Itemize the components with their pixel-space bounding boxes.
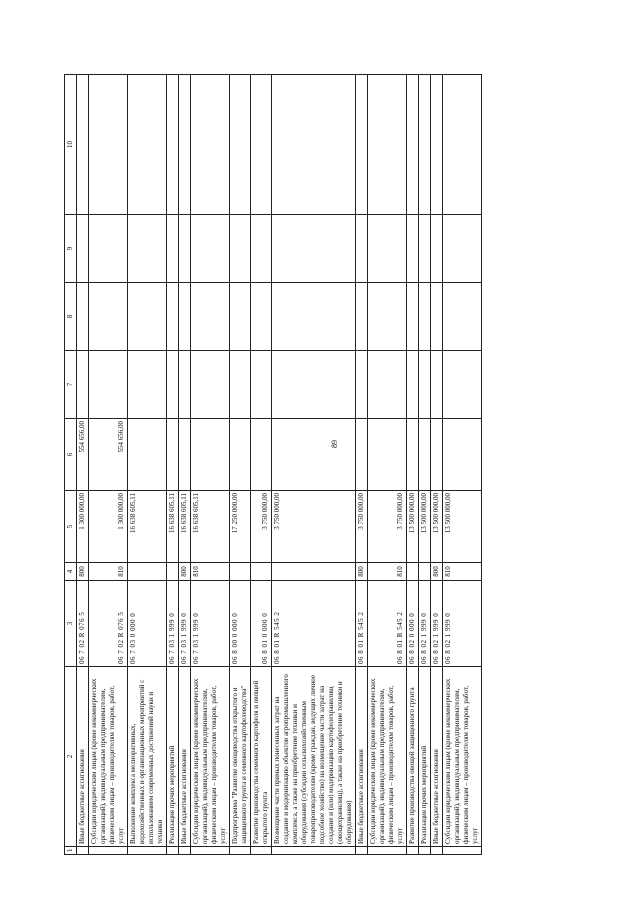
- row-amount-5: 13 500 000,00: [419, 491, 431, 563]
- column-number: 3: [65, 581, 77, 667]
- empty-cell: [89, 351, 128, 419]
- empty-cell: [179, 283, 191, 351]
- table-row: [368, 75, 407, 855]
- empty-cell: [179, 215, 191, 283]
- row-name: Субсидии юридическим лицам (кроме некоммерческих организаций), индивидуальным предпринимателям, физическим лицам – производителям товаров, работ, услуг: [368, 667, 407, 847]
- column-number: 2: [65, 667, 77, 847]
- row-code: 06 7 03 1 999 0: [179, 581, 191, 667]
- empty-cell: [128, 215, 167, 283]
- empty-cell: [272, 847, 356, 855]
- empty-cell: [356, 75, 368, 215]
- row-amount-6: [368, 419, 407, 491]
- row-amount-6: [230, 419, 251, 491]
- row-amount-5: 1 300 000,00: [77, 491, 89, 563]
- empty-cell: [272, 283, 356, 351]
- row-code: 06 7 02 R 076 5: [89, 581, 128, 667]
- empty-cell: [77, 283, 89, 351]
- empty-cell: [368, 283, 407, 351]
- empty-cell: [89, 847, 128, 855]
- row-type: 800: [179, 563, 191, 581]
- row-type: [230, 563, 251, 581]
- empty-cell: [179, 75, 191, 215]
- row-name: Субсидии юридическим лицам (кроме некоммерческих организаций), индивидуальным предпринимателям, физическим лицам – производителям товаров, работ, услуг: [191, 667, 230, 847]
- empty-cell: [368, 847, 407, 855]
- empty-cell: [419, 847, 431, 855]
- row-code: 06 8 02 0 000 0: [407, 581, 419, 667]
- empty-cell: [77, 215, 89, 283]
- row-amount-6: [356, 419, 368, 491]
- row-amount-6: 554 656,00: [77, 419, 89, 491]
- row-type: 810: [443, 563, 482, 581]
- column-number: 10: [65, 75, 77, 215]
- empty-cell: [368, 75, 407, 215]
- row-amount-6: [179, 419, 191, 491]
- row-type: [407, 563, 419, 581]
- empty-cell: [272, 215, 356, 283]
- row-code: 06 7 03 1 999 0: [191, 581, 230, 667]
- row-amount-5: 16 638 605,11: [128, 491, 167, 563]
- empty-cell: [89, 215, 128, 283]
- empty-cell: [431, 215, 443, 283]
- column-number: 1: [65, 847, 77, 855]
- empty-cell: [368, 351, 407, 419]
- empty-cell: [443, 351, 482, 419]
- empty-cell: [251, 847, 272, 855]
- empty-cell: [443, 215, 482, 283]
- empty-cell: [167, 847, 179, 855]
- empty-cell: [407, 351, 419, 419]
- empty-cell: [272, 351, 356, 419]
- empty-cell: [179, 351, 191, 419]
- row-name: Развитие производства семенного картофеля и овощей открытого грунта: [251, 667, 272, 847]
- page-number: 89: [330, 440, 339, 448]
- table-row: [179, 75, 191, 855]
- empty-cell: [128, 351, 167, 419]
- row-code: 06 8 01 R 545 2: [368, 581, 407, 667]
- table-row: [431, 75, 443, 855]
- empty-cell: [407, 283, 419, 351]
- empty-cell: [419, 351, 431, 419]
- empty-cell: [272, 75, 356, 215]
- empty-cell: [77, 75, 89, 215]
- row-type: 810: [368, 563, 407, 581]
- table-row: [128, 75, 167, 855]
- row-name: Иные бюджетные ассигнования: [179, 667, 191, 847]
- row-code: 06 8 02 1 999 0: [419, 581, 431, 667]
- empty-cell: [419, 215, 431, 283]
- row-type: [419, 563, 431, 581]
- empty-cell: [230, 215, 251, 283]
- row-code: 06 8 01 R 545 2: [356, 581, 368, 667]
- row-code: 06 8 01 R 545 2: [272, 581, 356, 667]
- empty-cell: [419, 75, 431, 215]
- row-amount-6: [128, 419, 167, 491]
- empty-cell: [128, 847, 167, 855]
- empty-cell: [368, 215, 407, 283]
- row-code: 06 7 03 1 999 0: [167, 581, 179, 667]
- column-number: 4: [65, 563, 77, 581]
- row-amount-5: 13 500 000,00: [431, 491, 443, 563]
- empty-cell: [191, 351, 230, 419]
- empty-cell: [191, 75, 230, 215]
- budget-table: [64, 74, 482, 855]
- empty-cell: [89, 75, 128, 215]
- row-name: Развитие производства овощей защищенного грунта: [407, 667, 419, 847]
- row-type: 810: [191, 563, 230, 581]
- row-amount-5: 17 250 000,00: [230, 491, 251, 563]
- empty-cell: [431, 75, 443, 215]
- row-name: Субсидии юридическим лицам (кроме некоммерческих организаций), индивидуальным предпринимателям, физическим лицам – производителям товаров, работ, услуг: [443, 667, 482, 847]
- table-row: [251, 75, 272, 855]
- row-amount-5: 3 750 000,00: [251, 491, 272, 563]
- row-amount-6: [419, 419, 431, 491]
- row-amount-6: [167, 419, 179, 491]
- empty-cell: [431, 351, 443, 419]
- row-amount-5: 3 750 000,00: [272, 491, 356, 563]
- row-amount-5: 1 300 000,00: [89, 491, 128, 563]
- empty-cell: [230, 283, 251, 351]
- empty-cell: [230, 75, 251, 215]
- row-code: 06 7 03 0 000 0: [128, 581, 167, 667]
- empty-cell: [356, 351, 368, 419]
- empty-cell: [167, 351, 179, 419]
- row-type: 810: [89, 563, 128, 581]
- empty-cell: [230, 847, 251, 855]
- empty-cell: [89, 283, 128, 351]
- row-amount-6: [431, 419, 443, 491]
- empty-cell: [407, 215, 419, 283]
- table-row: [77, 75, 89, 855]
- row-name: Иные бюджетные ассигнования: [431, 667, 443, 847]
- row-type: [251, 563, 272, 581]
- row-amount-5: 3 750 000,00: [356, 491, 368, 563]
- empty-cell: [251, 215, 272, 283]
- row-amount-5: 13 500 000,00: [407, 491, 419, 563]
- row-code: 06 8 00 0 000 0: [230, 581, 251, 667]
- row-amount-5: 16 638 605,11: [179, 491, 191, 563]
- empty-cell: [419, 283, 431, 351]
- empty-cell: [191, 847, 230, 855]
- row-amount-5: 3 750 000,00: [368, 491, 407, 563]
- table-row: [272, 75, 356, 855]
- empty-cell: [128, 75, 167, 215]
- empty-cell: [356, 215, 368, 283]
- row-code: 06 7 02 R 076 5: [77, 581, 89, 667]
- empty-cell: [356, 283, 368, 351]
- empty-cell: [251, 283, 272, 351]
- rotated-table-wrapper: [64, 75, 524, 855]
- empty-cell: [191, 283, 230, 351]
- table-row: [191, 75, 230, 855]
- row-amount-5: 13 500 000,00: [443, 491, 482, 563]
- column-number: 6: [65, 419, 77, 491]
- row-amount-5: 16 638 605,11: [167, 491, 179, 563]
- table-row: [230, 75, 251, 855]
- row-name: Иные бюджетные ассигнования: [77, 667, 89, 847]
- row-type: 800: [356, 563, 368, 581]
- row-amount-5: 16 638 605,11: [191, 491, 230, 563]
- empty-cell: [431, 283, 443, 351]
- row-type: [167, 563, 179, 581]
- empty-cell: [251, 75, 272, 215]
- row-code: 06 8 01 0 000 0: [251, 581, 272, 667]
- empty-cell: [179, 847, 191, 855]
- row-code: 06 8 02 1 999 0: [443, 581, 482, 667]
- table-row: [419, 75, 431, 855]
- row-code: 06 8 02 1 999 0: [431, 581, 443, 667]
- row-amount-6: [251, 419, 272, 491]
- row-name: Подпрограмма "Развитие овощеводства открытого и защищенного грунта и семенного картофелеводства": [230, 667, 251, 847]
- column-number: 9: [65, 215, 77, 283]
- empty-cell: [356, 847, 368, 855]
- empty-cell: [167, 283, 179, 351]
- table-row: [89, 75, 128, 855]
- empty-cell: [167, 75, 179, 215]
- table-row: [356, 75, 368, 855]
- row-amount-6: [407, 419, 419, 491]
- empty-cell: [167, 215, 179, 283]
- empty-cell: [443, 283, 482, 351]
- empty-cell: [230, 351, 251, 419]
- empty-cell: [443, 75, 482, 215]
- empty-cell: [431, 847, 443, 855]
- empty-cell: [77, 351, 89, 419]
- row-type: 800: [77, 563, 89, 581]
- column-number: 7: [65, 351, 77, 419]
- row-type: 800: [431, 563, 443, 581]
- column-number: 8: [65, 283, 77, 351]
- table-row: [407, 75, 419, 855]
- row-name: Выполнение комплекса мелиоративных, водохозяйственных и организационных мероприятий с использованием современных достижений науки и техники: [128, 667, 167, 847]
- table-row: [167, 75, 179, 855]
- row-name: Субсидии юридическим лицам (кроме некоммерческих организаций), индивидуальным предпринимателям, физическим лицам – производителям товаров, работ, услуг: [89, 667, 128, 847]
- empty-cell: [191, 215, 230, 283]
- empty-cell: [407, 847, 419, 855]
- column-number-row: [65, 75, 77, 855]
- table-row: [443, 75, 482, 855]
- row-type: [272, 563, 356, 581]
- empty-cell: [443, 847, 482, 855]
- row-name: Иные бюджетные ассигнования: [356, 667, 368, 847]
- row-amount-6: 554 656,00: [89, 419, 128, 491]
- empty-cell: [407, 75, 419, 215]
- row-amount-6: [191, 419, 230, 491]
- row-amount-6: [272, 419, 356, 491]
- row-name: Возмещение части прямых понесенных затрат на создание и модернизацию объектов агропромышленного комплекса, а также на приобретение техники и оборудования (субсидии сельскохозяйственным товаропроизводителям (кроме граждан, ведущих личное подсобное хозяйство) на возмещение части затрат на создание и (или) модернизацию картофелехранилищ (овощехранилищ), а также на приобретение техники и оборудования): [272, 667, 356, 847]
- column-number: 5: [65, 491, 77, 563]
- row-name: Реализация прочих мероприятий: [419, 667, 431, 847]
- row-name: Реализация прочих мероприятий: [167, 667, 179, 847]
- empty-cell: [128, 283, 167, 351]
- empty-cell: [77, 847, 89, 855]
- table-body: [65, 75, 482, 855]
- row-amount-6: [443, 419, 482, 491]
- row-type: [128, 563, 167, 581]
- empty-cell: [251, 351, 272, 419]
